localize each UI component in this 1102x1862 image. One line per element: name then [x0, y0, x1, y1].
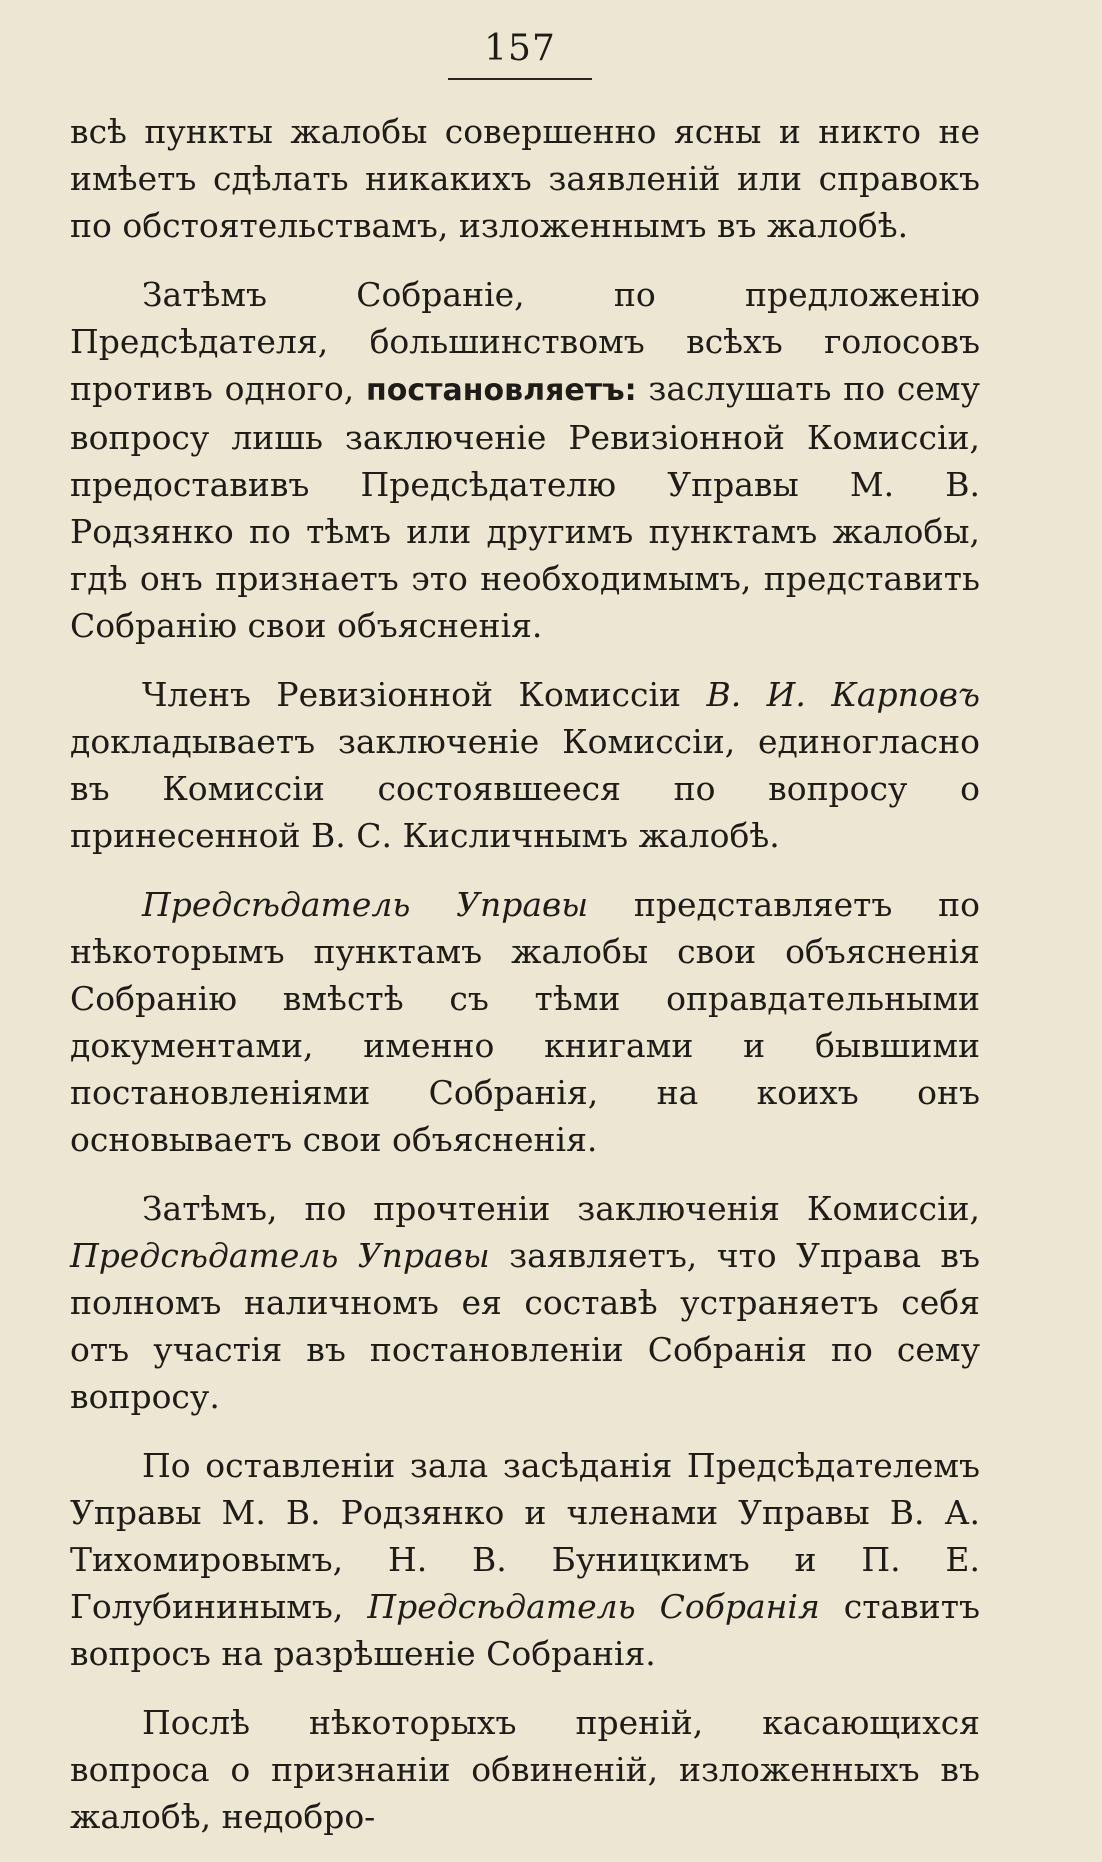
paragraph-4-text-b: представляетъ по нѣкоторымъ пунктамъ жалобы свои объясненія Собранію вмѣстѣ съ тѣми оправдательными документами, именно книгами и бывшими постановленіями Собранія, на коихъ онъ основываетъ свои объясненія. — [70, 885, 980, 1159]
paragraph-4 — [70, 881, 980, 1163]
paragraph-4-title: Предсѣдатель Управы — [142, 885, 589, 924]
paragraph-3 — [70, 671, 980, 859]
paragraph-6 — [70, 1442, 980, 1677]
paragraph-6-title: Предсѣдатель Собранія — [367, 1587, 820, 1626]
page-number: 157 — [484, 28, 556, 69]
paragraph-3-text-c: докладываетъ заключеніе Комиссіи, единогласно въ Комиссіи состоявшееся по вопросу о принесенной В. С. Кисличнымъ жалобѣ. — [70, 722, 980, 855]
paragraph-2-text-a: Затѣмъ Собраніе, по предложенію Предсѣдателя, большинствомъ всѣхъ голосовъ противъ одного, — [70, 275, 980, 408]
paragraph-5-title: Предсѣдатель Управы — [70, 1236, 490, 1275]
paragraph-1-text: всѣ пункты жалобы совершенно ясны и никто не имѣетъ сдѣлать никакихъ заявленій или справокъ по обстоятельствамъ, изложеннымъ въ жалобѣ. — [70, 112, 980, 245]
paragraph-5 — [70, 1185, 980, 1420]
paragraph-3-person-name: В. И. Карповъ — [706, 675, 980, 714]
paragraph-2 — [70, 271, 980, 649]
paragraph-5-text-a: Затѣмъ, по прочтеніи заключенія Комиссіи, — [142, 1189, 980, 1228]
paragraph-6-text-a: По оставленіи зала засѣданія Предсѣдателемъ Управы М. В. Родзянко и членами Управы В. А. Тихомировымъ, Н. В. Буницкимъ и П. Е. Голубининымъ, — [70, 1446, 980, 1626]
paragraph-1 — [70, 108, 980, 249]
paragraph-7 — [70, 1699, 980, 1840]
body-text — [70, 108, 980, 1862]
paragraph-2-emphasis: постановляетъ: — [366, 373, 637, 408]
paragraph-6-text-c: ставитъ вопросъ на разрѣшеніе Собранія. — [70, 1587, 980, 1673]
paragraph-7-text: Послѣ нѣкоторыхъ преній, касающихся вопроса о признаніи обвиненій, изложенныхъ въ жалобѣ, недобро- — [70, 1703, 980, 1836]
paragraph-5-text-c: заявляетъ, что Управа въ полномъ наличномъ ея составѣ устраняетъ себя отъ участія въ постановленіи Собранія по сему вопросу. — [70, 1236, 980, 1416]
paragraph-2-text-c: заслушать по сему вопросу лишь заключеніе Ревизіонной Комиссіи, предоставивъ Предсѣдателю Управы М. В. Родзянко по тѣмъ или другимъ пунктамъ жалобы, гдѣ онъ признаетъ это необходимымъ, представить Собранію свои объясненія. — [70, 369, 980, 645]
paragraph-3-text-a: Членъ Ревизіонной Комиссіи — [142, 675, 707, 714]
page-number-rule — [448, 78, 592, 80]
